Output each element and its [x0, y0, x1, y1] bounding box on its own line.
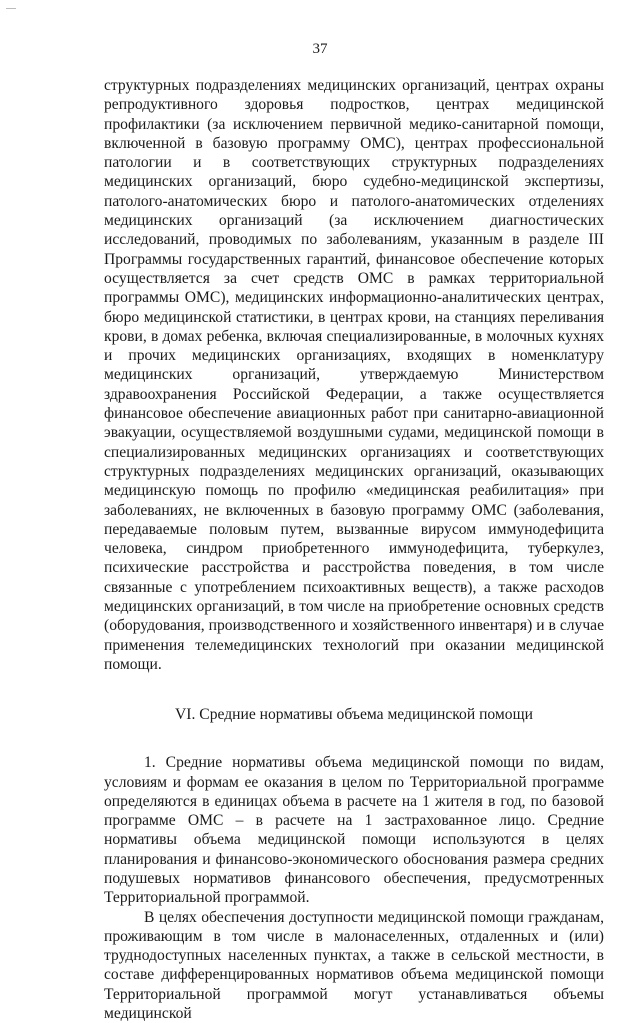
section-heading: VI. Средние нормативы объема медицинской помощи	[175, 706, 533, 724]
body-paragraph: В целях обеспечения доступности медицинской помощи гражданам, проживающим в том числе в малонаселенных, отдаленных и (или) труднодоступных населенных пунктах, а также в сельской местности, в составе дифференцированных нормативов объема медицинской помощи Территориальной программой могут устанавливаться объемы медицинской	[104, 908, 604, 1023]
body-paragraph: структурных подразделениях медицинских организаций, центрах охраны репродуктивного здоровья подростков, центрах медицинской профилактики (за исключением первичной медико-санитарной помощи, включенной в базовую программу ОМС), центрах профессиональной патологии и в соответствующих структурных подразделениях медицинских организаций, бюро судебно-медицинской экспертизы, патолого-анатомических бюро и патолого-анатомических отделениях медицинских организаций (за исключением диагностических исследований, проводимых по заболеваниям, указанным в разделе III Программы государственных гарантий, финансовое обеспечение которых осуществляется за счет средств ОМС в рамках территориальной программы ОМС), медицинских информационно-аналитических центрах, бюро медицинской статистики, в центрах крови, на станциях переливания крови, в домах ребенка, включая специализированные, в молочных кухнях и прочих медицинских организациях, входящих в номенклатуру медицинских организаций, утверждаемую Министерством здравоохранения Российской Федерации, а также осуществляется финансовое обеспечение авиационных работ при санитарно-авиационной эвакуации, осуществляемой воздушными судами, медицинской помощи в специализированных медицинских организациях и соответствующих структурных подразделениях медицинских организаций, оказывающих медицинскую помощь по профилю «медицинская реабилитация» при заболеваниях, не включенных в базовую программу ОМС (заболевания, передаваемые половым путем, вызванные вирусом иммунодефицита человека, синдром приобретенного иммунодефицита, туберкулез, психические расстройства и расстройства поведения, в том числе связанные с употреблением психоактивных веществ), а также расходов медицинских организаций, в том числе на приобретение основных средств (оборудования, производственного и хозяйственного инвентаря) и в случае применения телемедицинских технологий при оказании медицинской помощи.	[104, 77, 604, 673]
page-number: 37	[312, 41, 328, 57]
document-body	[104, 76, 604, 1023]
scan-corner-mark	[6, 8, 16, 9]
body-paragraph: 1. Средние нормативы объема медицинской помощи по видам, условиям и формам ее оказания в целом по Территориальной программе определяются в единицах объема в расчете на 1 жителя в год, по базовой программе ОМС – в расчете на 1 застрахованное лицо. Средние нормативы объема медицинской помощи используются в целях планирования и финансово-экономического обоснования размера средних подушевых нормативов финансового обеспечения, предусмотренных Территориальной программой.	[104, 754, 604, 907]
